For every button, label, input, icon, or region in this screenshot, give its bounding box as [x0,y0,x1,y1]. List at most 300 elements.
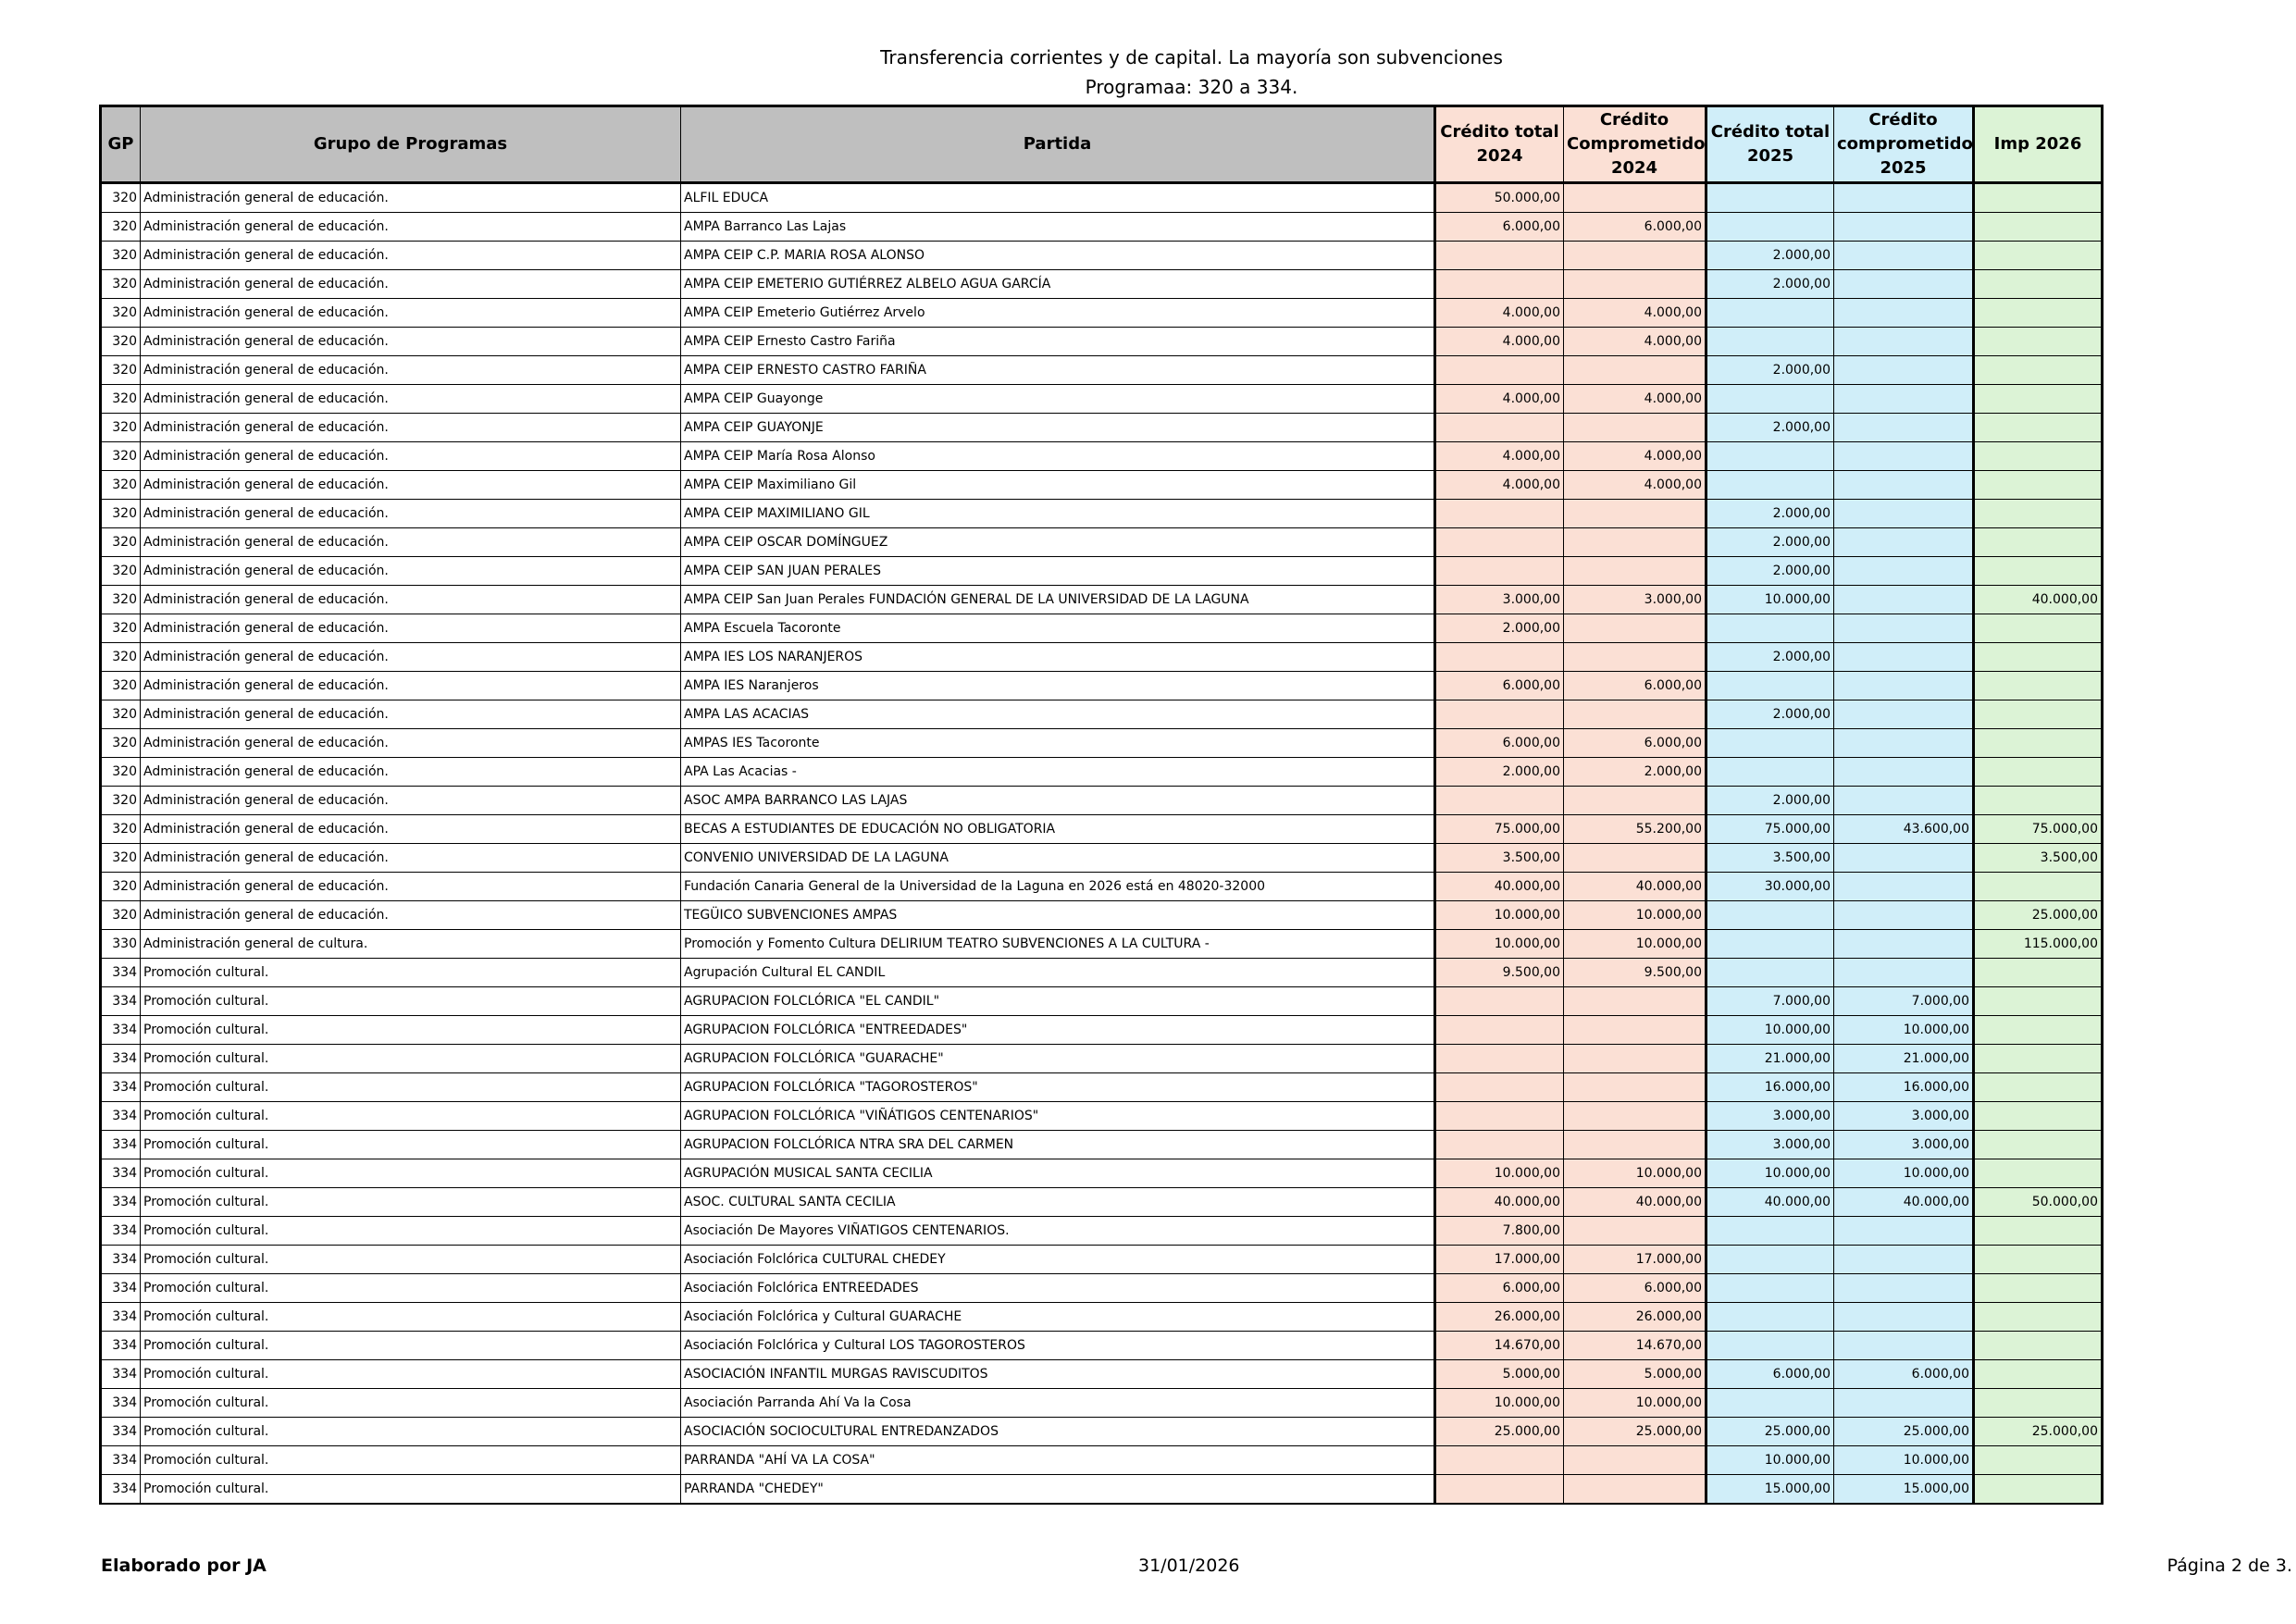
row-gp: 330 [101,930,141,959]
footer-page-number: Página 2 de 3. [2166,1556,2292,1576]
row-credito-comprometido-2024 [1564,1446,1706,1475]
row-imp-2026 [1974,959,2103,987]
row-grupo: Promoción cultural. [141,1016,681,1045]
table-row [101,700,2103,729]
row-credito-comprometido-2025 [1834,643,1974,672]
row-imp-2026 [1974,385,2103,414]
row-credito-total-2024: 4.000,00 [1435,299,1564,328]
row-credito-total-2024: 25.000,00 [1435,1418,1564,1446]
row-credito-total-2025 [1706,758,1834,787]
row-credito-total-2025 [1706,471,1834,500]
row-credito-comprometido-2025 [1834,328,1974,356]
row-imp-2026 [1974,471,2103,500]
row-credito-comprometido-2024: 40.000,00 [1564,1188,1706,1217]
table-row [101,959,2103,987]
row-credito-comprometido-2024 [1564,183,1706,213]
row-credito-comprometido-2024 [1564,1102,1706,1131]
row-imp-2026 [1974,414,2103,442]
row-credito-comprometido-2025 [1834,356,1974,385]
row-gp: 334 [101,1303,141,1332]
row-gp: 334 [101,1389,141,1418]
row-credito-comprometido-2025: 25.000,00 [1834,1418,1974,1446]
row-gp: 334 [101,1131,141,1159]
row-partida: AMPA CEIP ERNESTO CASTRO FARIÑA [681,356,1435,385]
row-credito-total-2025: 2.000,00 [1706,643,1834,672]
row-gp: 320 [101,844,141,873]
row-grupo: Promoción cultural. [141,1045,681,1073]
table-row [101,1389,2103,1418]
table-row [101,328,2103,356]
row-imp-2026 [1974,672,2103,700]
row-imp-2026: 75.000,00 [1974,815,2103,844]
row-grupo: Administración general de educación. [141,557,681,586]
row-credito-total-2024 [1435,242,1564,270]
row-imp-2026 [1974,729,2103,758]
row-partida: AMPA CEIP SAN JUAN PERALES [681,557,1435,586]
row-credito-total-2025: 2.000,00 [1706,270,1834,299]
document-title: Transferencia corrientes y de capital. La mayoría son subvenciones [880,46,1503,68]
row-credito-total-2024 [1435,787,1564,815]
row-partida: AMPA IES Naranjeros [681,672,1435,700]
table-row [101,672,2103,700]
row-credito-total-2024 [1435,1016,1564,1045]
row-credito-total-2025: 3.500,00 [1706,844,1834,873]
row-grupo: Promoción cultural. [141,1246,681,1274]
row-credito-comprometido-2024 [1564,787,1706,815]
row-gp: 334 [101,1274,141,1303]
row-grupo: Promoción cultural. [141,1389,681,1418]
row-gp: 334 [101,1073,141,1102]
row-grupo: Promoción cultural. [141,1274,681,1303]
row-credito-comprometido-2025 [1834,901,1974,930]
row-credito-total-2025 [1706,385,1834,414]
row-credito-total-2025: 2.000,00 [1706,356,1834,385]
table-row [101,1274,2103,1303]
row-credito-total-2024: 7.800,00 [1435,1217,1564,1246]
row-grupo: Administración general de educación. [141,356,681,385]
table-row [101,614,2103,643]
row-credito-comprometido-2025 [1834,787,1974,815]
row-imp-2026 [1974,1016,2103,1045]
table-row [101,1102,2103,1131]
row-partida: AGRUPACION FOLCLÓRICA "ENTREEDADES" [681,1016,1435,1045]
row-gp: 334 [101,1045,141,1073]
row-credito-comprometido-2024: 55.200,00 [1564,815,1706,844]
row-partida: AMPA Barranco Las Lajas [681,213,1435,242]
row-imp-2026 [1974,557,2103,586]
row-gp: 320 [101,528,141,557]
row-credito-comprometido-2024 [1564,614,1706,643]
row-credito-comprometido-2024: 40.000,00 [1564,873,1706,901]
row-partida: AGRUPACION FOLCLÓRICA "EL CANDIL" [681,987,1435,1016]
row-partida: PARRANDA "CHEDEY" [681,1475,1435,1505]
row-credito-comprometido-2025: 3.000,00 [1834,1102,1974,1131]
row-partida: ALFIL EDUCA [681,183,1435,213]
row-partida: AMPA CEIP C.P. MARIA ROSA ALONSO [681,242,1435,270]
row-credito-comprometido-2024: 10.000,00 [1564,1159,1706,1188]
row-gp: 334 [101,1418,141,1446]
row-partida: AMPA CEIP San Juan Perales FUNDACIÓN GENERAL DE LA UNIVERSIDAD DE LA LAGUNA [681,586,1435,614]
row-credito-total-2025 [1706,1274,1834,1303]
row-grupo: Administración general de educación. [141,299,681,328]
table-row [101,643,2103,672]
row-credito-total-2025: 2.000,00 [1706,414,1834,442]
row-gp: 320 [101,873,141,901]
row-credito-comprometido-2025 [1834,528,1974,557]
row-partida: AMPA CEIP Guayonge [681,385,1435,414]
row-credito-total-2025 [1706,328,1834,356]
row-credito-total-2024 [1435,1475,1564,1505]
row-credito-comprometido-2025 [1834,442,1974,471]
row-gp: 334 [101,1217,141,1246]
row-credito-comprometido-2024: 4.000,00 [1564,471,1706,500]
row-credito-comprometido-2025: 10.000,00 [1834,1016,1974,1045]
row-gp: 320 [101,471,141,500]
row-credito-comprometido-2024 [1564,528,1706,557]
table-row [101,1217,2103,1246]
table-row [101,414,2103,442]
row-imp-2026 [1974,614,2103,643]
row-credito-comprometido-2025 [1834,213,1974,242]
row-credito-comprometido-2024: 6.000,00 [1564,729,1706,758]
row-grupo: Administración general de educación. [141,328,681,356]
row-gp: 320 [101,758,141,787]
row-credito-comprometido-2024 [1564,1016,1706,1045]
row-gp: 334 [101,1159,141,1188]
row-gp: 320 [101,414,141,442]
row-credito-total-2025 [1706,183,1834,213]
row-credito-comprometido-2024 [1564,1073,1706,1102]
table-row [101,758,2103,787]
row-credito-comprometido-2024 [1564,844,1706,873]
row-credito-comprometido-2024: 4.000,00 [1564,328,1706,356]
row-credito-total-2025: 15.000,00 [1706,1475,1834,1505]
row-imp-2026 [1974,1303,2103,1332]
row-credito-total-2024: 40.000,00 [1435,873,1564,901]
row-grupo: Promoción cultural. [141,1360,681,1389]
row-credito-comprometido-2025 [1834,557,1974,586]
row-credito-comprometido-2024 [1564,270,1706,299]
table-row [101,500,2103,528]
table-row [101,1475,2103,1505]
row-gp: 320 [101,586,141,614]
row-credito-total-2025: 2.000,00 [1706,557,1834,586]
row-credito-total-2024: 3.000,00 [1435,586,1564,614]
row-gp: 334 [101,1332,141,1360]
row-grupo: Promoción cultural. [141,1446,681,1475]
row-credito-comprometido-2024: 4.000,00 [1564,299,1706,328]
row-credito-total-2024 [1435,356,1564,385]
row-credito-comprometido-2024: 26.000,00 [1564,1303,1706,1332]
row-credito-total-2024 [1435,1045,1564,1073]
table-row [101,213,2103,242]
row-gp: 320 [101,328,141,356]
row-partida: BECAS A ESTUDIANTES DE EDUCACIÓN NO OBLIGATORIA [681,815,1435,844]
row-imp-2026 [1974,213,2103,242]
row-partida: AGRUPACION FOLCLÓRICA "TAGOROSTEROS" [681,1073,1435,1102]
row-grupo: Administración general de educación. [141,873,681,901]
row-partida: Asociación Folclórica ENTREEDADES [681,1274,1435,1303]
row-partida: AMPA IES LOS NARANJEROS [681,643,1435,672]
row-credito-total-2024 [1435,1446,1564,1475]
row-gp: 334 [101,1246,141,1274]
row-credito-total-2025: 40.000,00 [1706,1188,1834,1217]
row-grupo: Administración general de educación. [141,500,681,528]
table-row [101,385,2103,414]
row-gp: 320 [101,213,141,242]
row-credito-comprometido-2025: 7.000,00 [1834,987,1974,1016]
row-partida: AGRUPACION FOLCLÓRICA "VIÑÁTIGOS CENTENARIOS" [681,1102,1435,1131]
row-credito-total-2024 [1435,414,1564,442]
row-credito-total-2025 [1706,1217,1834,1246]
table-row [101,787,2103,815]
row-imp-2026 [1974,1360,2103,1389]
row-imp-2026 [1974,1446,2103,1475]
table-row [101,270,2103,299]
table-row [101,901,2103,930]
row-credito-comprometido-2024 [1564,1131,1706,1159]
row-credito-comprometido-2024 [1564,557,1706,586]
table-row [101,557,2103,586]
row-credito-comprometido-2024: 10.000,00 [1564,1389,1706,1418]
row-grupo: Promoción cultural. [141,1188,681,1217]
row-credito-comprometido-2024 [1564,987,1706,1016]
row-imp-2026 [1974,183,2103,213]
row-credito-total-2024: 10.000,00 [1435,1389,1564,1418]
row-credito-comprometido-2024: 4.000,00 [1564,385,1706,414]
row-grupo: Administración general de educación. [141,270,681,299]
row-credito-total-2025: 2.000,00 [1706,242,1834,270]
row-credito-comprometido-2025: 6.000,00 [1834,1360,1974,1389]
row-partida: Asociación Folclórica y Cultural GUARACHE [681,1303,1435,1332]
header-grupo-programas: Grupo de Programas [141,106,681,183]
row-credito-total-2025: 3.000,00 [1706,1102,1834,1131]
table-row [101,1131,2103,1159]
row-grupo: Administración general de educación. [141,700,681,729]
row-credito-total-2024: 75.000,00 [1435,815,1564,844]
table-row [101,1016,2103,1045]
row-partida: Asociación Folclórica CULTURAL CHEDEY [681,1246,1435,1274]
row-credito-comprometido-2024 [1564,500,1706,528]
row-credito-comprometido-2024: 10.000,00 [1564,930,1706,959]
row-credito-total-2024: 4.000,00 [1435,442,1564,471]
row-credito-total-2024: 50.000,00 [1435,183,1564,213]
row-imp-2026 [1974,700,2103,729]
row-partida: AMPA CEIP Emeterio Gutiérrez Arvelo [681,299,1435,328]
row-credito-total-2025 [1706,1246,1834,1274]
table-row [101,844,2103,873]
row-credito-comprometido-2025: 3.000,00 [1834,1131,1974,1159]
row-gp: 334 [101,1016,141,1045]
row-imp-2026: 3.500,00 [1974,844,2103,873]
row-grupo: Administración general de cultura. [141,930,681,959]
row-credito-total-2024: 6.000,00 [1435,729,1564,758]
row-credito-total-2024 [1435,500,1564,528]
row-credito-comprometido-2025 [1834,700,1974,729]
row-gp: 320 [101,729,141,758]
row-credito-total-2025: 2.000,00 [1706,700,1834,729]
row-imp-2026 [1974,1045,2103,1073]
row-credito-total-2024: 3.500,00 [1435,844,1564,873]
row-imp-2026 [1974,758,2103,787]
row-credito-total-2024: 6.000,00 [1435,672,1564,700]
table-row [101,987,2103,1016]
budget-table [99,105,2104,1505]
row-credito-total-2025 [1706,959,1834,987]
row-credito-comprometido-2025 [1834,930,1974,959]
row-gp: 320 [101,183,141,213]
row-credito-comprometido-2025 [1834,242,1974,270]
row-credito-total-2024: 6.000,00 [1435,213,1564,242]
row-grupo: Promoción cultural. [141,1217,681,1246]
row-credito-total-2025: 10.000,00 [1706,1159,1834,1188]
row-credito-total-2024 [1435,1073,1564,1102]
table-row [101,729,2103,758]
row-credito-total-2024: 4.000,00 [1435,385,1564,414]
row-credito-total-2025: 10.000,00 [1706,1446,1834,1475]
row-credito-comprometido-2024: 5.000,00 [1564,1360,1706,1389]
row-credito-total-2025: 30.000,00 [1706,873,1834,901]
row-credito-total-2024: 17.000,00 [1435,1246,1564,1274]
table-row [101,442,2103,471]
row-credito-total-2024: 10.000,00 [1435,1159,1564,1188]
row-credito-total-2025 [1706,672,1834,700]
row-imp-2026 [1974,1073,2103,1102]
row-grupo: Administración general de educación. [141,729,681,758]
row-credito-comprometido-2025: 10.000,00 [1834,1159,1974,1188]
row-partida: Promoción y Fomento Cultura DELIRIUM TEATRO SUBVENCIONES A LA CULTURA - [681,930,1435,959]
row-partida: AGRUPACIÓN MUSICAL SANTA CECILIA [681,1159,1435,1188]
row-partida: AMPA CEIP EMETERIO GUTIÉRREZ ALBELO AGUA GARCÍA [681,270,1435,299]
row-credito-comprometido-2025 [1834,672,1974,700]
header-credito-comprometido-2024: Crédito Comprometido 2024 [1564,106,1706,183]
footer-date: 31/01/2026 [1138,1556,1240,1576]
table-row [101,1188,2103,1217]
row-credito-comprometido-2024: 2.000,00 [1564,758,1706,787]
row-gp: 320 [101,385,141,414]
row-credito-comprometido-2024 [1564,1475,1706,1505]
row-partida: AMPAS IES Tacoronte [681,729,1435,758]
row-credito-total-2025 [1706,901,1834,930]
row-partida: APA Las Acacias - [681,758,1435,787]
row-partida: Asociación Folclórica y Cultural LOS TAGOROSTEROS [681,1332,1435,1360]
row-gp: 320 [101,299,141,328]
row-credito-total-2024: 9.500,00 [1435,959,1564,987]
row-credito-comprometido-2024: 6.000,00 [1564,1274,1706,1303]
row-grupo: Administración general de educación. [141,901,681,930]
row-credito-total-2024 [1435,643,1564,672]
row-grupo: Administración general de educación. [141,844,681,873]
row-credito-comprometido-2024 [1564,643,1706,672]
row-credito-total-2025 [1706,213,1834,242]
row-grupo: Promoción cultural. [141,1131,681,1159]
row-grupo: Administración general de educación. [141,385,681,414]
row-imp-2026 [1974,1246,2103,1274]
row-grupo: Promoción cultural. [141,959,681,987]
row-credito-comprometido-2025 [1834,1389,1974,1418]
row-grupo: Administración general de educación. [141,528,681,557]
row-imp-2026 [1974,528,2103,557]
row-credito-total-2024: 2.000,00 [1435,614,1564,643]
row-grupo: Administración general de educación. [141,672,681,700]
header-credito-comprometido-2025: Crédito comprometido 2025 [1834,106,1974,183]
row-gp: 320 [101,356,141,385]
row-grupo: Administración general de educación. [141,414,681,442]
row-credito-comprometido-2025 [1834,500,1974,528]
row-credito-comprometido-2025 [1834,1303,1974,1332]
row-gp: 320 [101,442,141,471]
row-partida: PARRANDA "AHÍ VA LA COSA" [681,1446,1435,1475]
row-grupo: Administración general de educación. [141,183,681,213]
row-imp-2026: 25.000,00 [1974,1418,2103,1446]
row-credito-total-2025 [1706,1303,1834,1332]
row-credito-total-2025: 7.000,00 [1706,987,1834,1016]
row-credito-comprometido-2025 [1834,729,1974,758]
row-imp-2026 [1974,1159,2103,1188]
row-credito-comprometido-2025: 15.000,00 [1834,1475,1974,1505]
row-imp-2026 [1974,1274,2103,1303]
table-row [101,1073,2103,1102]
row-credito-total-2025 [1706,614,1834,643]
row-partida: AGRUPACION FOLCLÓRICA "GUARACHE" [681,1045,1435,1073]
row-credito-total-2024 [1435,270,1564,299]
row-imp-2026 [1974,1475,2103,1505]
row-gp: 320 [101,614,141,643]
row-partida: TEGÜICO SUBVENCIONES AMPAS [681,901,1435,930]
row-gp: 320 [101,500,141,528]
row-credito-comprometido-2025 [1834,1246,1974,1274]
row-partida: AMPA CEIP Maximiliano Gil [681,471,1435,500]
row-grupo: Promoción cultural. [141,1159,681,1188]
row-grupo: Promoción cultural. [141,1102,681,1131]
row-grupo: Administración general de educación. [141,643,681,672]
row-imp-2026 [1974,1217,2103,1246]
row-credito-total-2025: 10.000,00 [1706,586,1834,614]
row-credito-comprometido-2024: 10.000,00 [1564,901,1706,930]
row-credito-comprometido-2025 [1834,414,1974,442]
row-credito-comprometido-2025 [1834,385,1974,414]
header-partida: Partida [681,106,1435,183]
table-row [101,1418,2103,1446]
row-gp: 334 [101,1446,141,1475]
row-credito-total-2025 [1706,299,1834,328]
row-gp: 320 [101,815,141,844]
row-credito-comprometido-2024 [1564,356,1706,385]
row-credito-comprometido-2025 [1834,183,1974,213]
row-gp: 334 [101,1360,141,1389]
row-grupo: Administración general de educación. [141,614,681,643]
row-credito-total-2024 [1435,557,1564,586]
row-imp-2026 [1974,1102,2103,1131]
row-credito-total-2025 [1706,1332,1834,1360]
table-row [101,471,2103,500]
row-credito-total-2025: 2.000,00 [1706,500,1834,528]
row-credito-total-2024: 5.000,00 [1435,1360,1564,1389]
table-body [101,183,2103,1505]
table-row [101,528,2103,557]
row-partida: AMPA CEIP GUAYONJE [681,414,1435,442]
row-credito-comprometido-2025 [1834,270,1974,299]
row-grupo: Administración general de educación. [141,471,681,500]
row-credito-comprometido-2025 [1834,299,1974,328]
row-imp-2026 [1974,328,2103,356]
document-subtitle: Programaa: 320 a 334. [1085,76,1298,98]
table-row [101,586,2103,614]
table-row [101,930,2103,959]
row-credito-comprometido-2025 [1834,614,1974,643]
row-credito-comprometido-2024: 3.000,00 [1564,586,1706,614]
row-credito-comprometido-2025 [1834,586,1974,614]
